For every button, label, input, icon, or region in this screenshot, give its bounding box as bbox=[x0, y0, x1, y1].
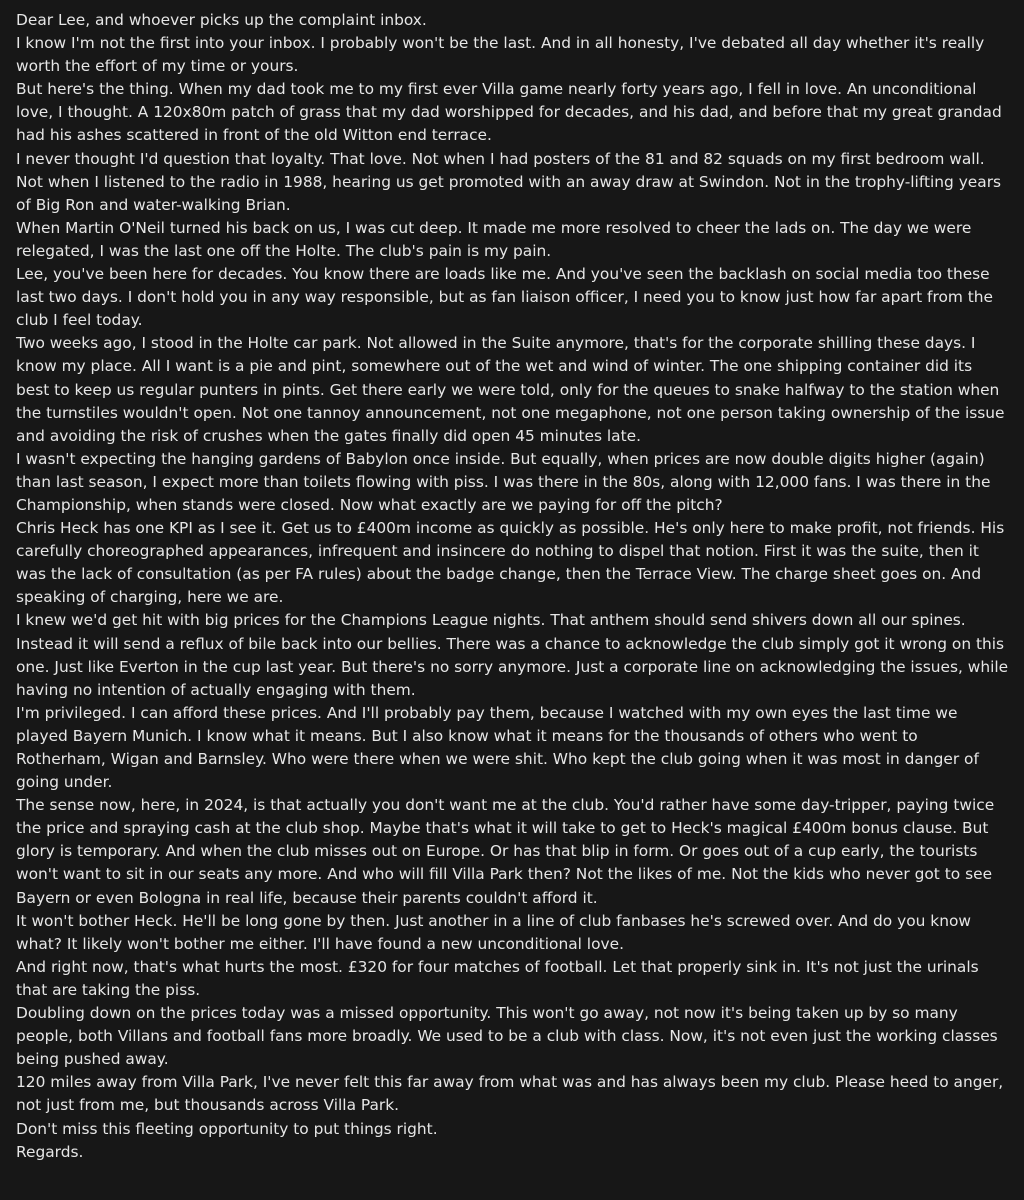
sign-off: Regards. bbox=[16, 1142, 84, 1161]
paragraph-car-park: Two weeks ago, I stood in the Holte car park. Not allowed in the Suite anymore, that's for the corporate shilling these days. I know my place. All I want is a pie and pint, somewhere out of the wet and wind of winter. The one shipping container did its best to keep us regular punters in pints. Get there early we were told, only for the queues to snake halfway to the station when the turnstiles wouldn't open. Not one tannoy announcement, not one megaphone, not one person taking ownership of the issue and avoiding the risk of crushes when the gates finally did open 45 minutes late. bbox=[16, 334, 1005, 445]
paragraph-heck-gone: It won't bother Heck. He'll be long gone by then. Just another in a line of club fanbases he's screwed over. And do you know what? It likely won't bother me either. I'll have found a new unconditional love. bbox=[16, 911, 971, 953]
paragraph-chris-heck: Chris Heck has one KPI as I see it. Get us to £400m income as quickly as possible. He's only here to make profit, not friends. His carefully choreographed appearances, infrequent and insincere do nothing to dispel that notion. First it was the suite, then it was the lack of consultation (as per FA rules) about the badge change, then the Terrace View. The charge sheet goes on. And speaking of charging, here we are. bbox=[16, 519, 1005, 607]
paragraph-lee: Lee, you've been here for decades. You know there are loads like me. And you've seen the backlash on social media too these last two days. I don't hold you in any way responsible, but as fan liaison officer, I need you to know just how far apart from the club I feel today. bbox=[16, 265, 994, 330]
paragraph-first-game: But here's the thing. When my dad took me to my first ever Villa game nearly forty years ago, I fell in love. An unconditional love, I thought. A 120x80m patch of grass that my dad worshipped for decades, and his dad, and before that my great grandad had his ashes scattered in front of the old Witton end terrace. bbox=[16, 80, 1002, 145]
paragraph-120-miles: 120 miles away from Villa Park, I've never felt this far away from what was and has always been my club. Please heed to anger, not just from me, but thousands across Villa Park. bbox=[16, 1073, 1004, 1115]
paragraph-doubling-down: Doubling down on the prices today was a missed opportunity. This won't go away, not now it's being taken up by so many people, both Villans and football fans more broadly. We used to be a club with class. Now, it's not even just the working classes being pushed away. bbox=[16, 1004, 998, 1069]
paragraph-sense-now: The sense now, here, in 2024, is that actually you don't want me at the club. You'd rather have some day-tripper, paying twice the price and spraying cash at the club shop. Maybe that's what it will take to get to Heck's magical £400m bonus clause. But glory is temporary. And when the club misses out on Europe. Or has that blip in form. Or goes out of a cup early, the tourists won't want to sit in our seats any more. And who will fill Villa Park then? Not the likes of me. Not the kids who never got to see Bayern or even Bologna in real life, because their parents couldn't afford it. bbox=[16, 796, 995, 907]
paragraph-hurts: And right now, that's what hurts the most. £320 for four matches of football. Let that properly sink in. It's not just the urinals that are taking the piss. bbox=[16, 957, 979, 999]
paragraph-privileged: I'm privileged. I can afford these prices. And I'll probably pay them, because I watched with my own eyes the last time we played Bayern Munich. I know what it means. But I also know what it means for the thousands of others who went to Rotherham, Wigan and Barnsley. Who were there when we were shit. Who kept the club going when it was most in danger of going under. bbox=[16, 703, 979, 792]
paragraph-inbox: I know I'm not the first into your inbox. I probably won't be the last. And in all honesty, I've debated all day whether it's really worth the effort of my time or yours. bbox=[16, 34, 985, 76]
paragraph-martin-oneil: When Martin O'Neil turned his back on us, I was cut deep. It made me more resolved to cheer the lads on. The day we were relegated, I was the last one off the Holte. The club's pain is my pain. bbox=[16, 218, 972, 260]
paragraph-loyalty: I never thought I'd question that loyalty. That love. Not when I had posters of the 81 and 82 squads on my first bedroom wall. Not when I listened to the radio in 1988, hearing us get promoted with an away draw at Swindon. Not in the trophy-lifting years of Big Ron and water-walking Brian. bbox=[16, 149, 1002, 214]
paragraph-champions-league: I knew we'd get hit with big prices for the Champions League nights. That anthem should send shivers down all our spines. Instead it will send a reflux of bile back into our bellies. There was a chance to acknowledge the club simply got it wrong on this one. Just like Everton in the cup last year. But there's no sorry anymore. Just a corporate line on acknowledging the issues, while having no intention of actually engaging with them. bbox=[16, 611, 1009, 699]
greeting: Dear Lee, and whoever picks up the complaint inbox. bbox=[16, 11, 427, 29]
paragraph-prices: I wasn't expecting the hanging gardens of Babylon once inside. But equally, when prices are now double digits higher (again) than last season, I expect more than toilets flowing with piss. I was there in the 80s, along with 12,000 fans. I was there in the Championship, when stands were closed. Now what exactly are we paying for off the pitch? bbox=[16, 449, 991, 514]
paragraph-dont-miss: Don't miss this fleeting opportunity to put things right. bbox=[16, 1119, 438, 1138]
